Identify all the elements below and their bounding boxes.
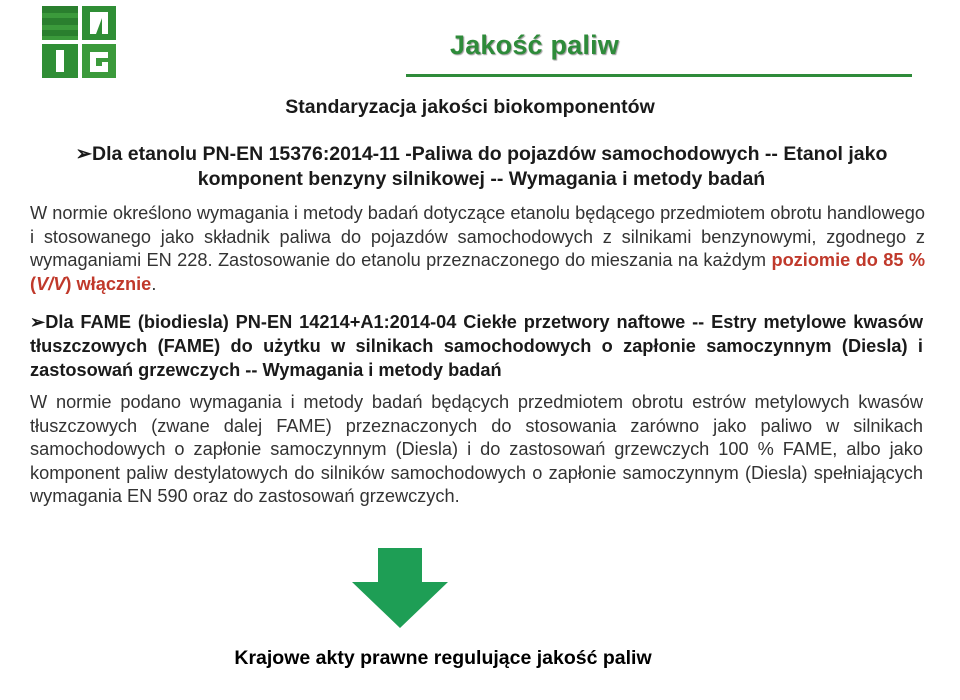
inig-logo [42, 6, 116, 78]
page-title: Jakość paliw [450, 30, 619, 60]
ethanol-body-end: . [151, 274, 157, 295]
fame-description: W normie podano wymagania i metody badań będących przedmiotem obrotu estrów metylowych kwasów tłuszczowych (zwane dalej FAME) przeznaczonych do stosowania zarówno jako paliwo w silnikach samochodowych o zapłonie samoczynnym (Diesla) i do zastosowań grzewczych 100 % FAME, albo jako komponent paliw destylatowych do silników samochodowych o zapłonie samoczynnym (Diesla) spełniających wymagania EN 590 oraz do zastosowań grzewczych. [30, 392, 923, 506]
ethanol-description [30, 202, 925, 297]
fame-standard-heading [30, 310, 923, 382]
fame-heading-text: Dla FAME (biodiesla) PN-EN 14214+A1:2014-04 Ciekłe przetwory naftowe -- Estry metylowe kwasów tłuszczowych (FAME) do użytku w silnikach samochodowych o zapłonie samoczynnym (Diesla) i zastosowań grzewczych -- Wymagania i metody badań [30, 312, 923, 380]
ethanol-highlight: poziomie do 85 % (V/V) włącznie [30, 250, 925, 295]
bullet-arrow-icon: ➢ [30, 312, 46, 332]
footer-caption: Krajowe akty prawne regulujące jakość paliw [234, 647, 652, 669]
ethanol-body-text: W normie określono wymagania i metody badań dotyczące etanolu będącego przedmiotem obrotu handlowego i stosowanego jako składnik paliwa do pojazdów samochodowych z silnikami benzynowymi, zgodnego z wymaganiami EN 228. Zastosowanie do etanolu przeznaczonego do mieszania na każdym [30, 203, 925, 271]
down-arrow-icon [352, 548, 448, 628]
bullet-arrow-icon: ➢ [75, 143, 92, 165]
section-subtitle: Standaryzacja jakości biokomponentów [285, 96, 655, 118]
ethanol-heading-text: Dla etanolu PN-EN 15376:2014-11 -Paliwa do pojazdów samochodowych -- Etanol jako komponent benzyny silnikowej -- Wymagania i metody badań [91, 143, 888, 190]
title-underline [406, 74, 912, 77]
ethanol-standard-heading [34, 142, 929, 192]
